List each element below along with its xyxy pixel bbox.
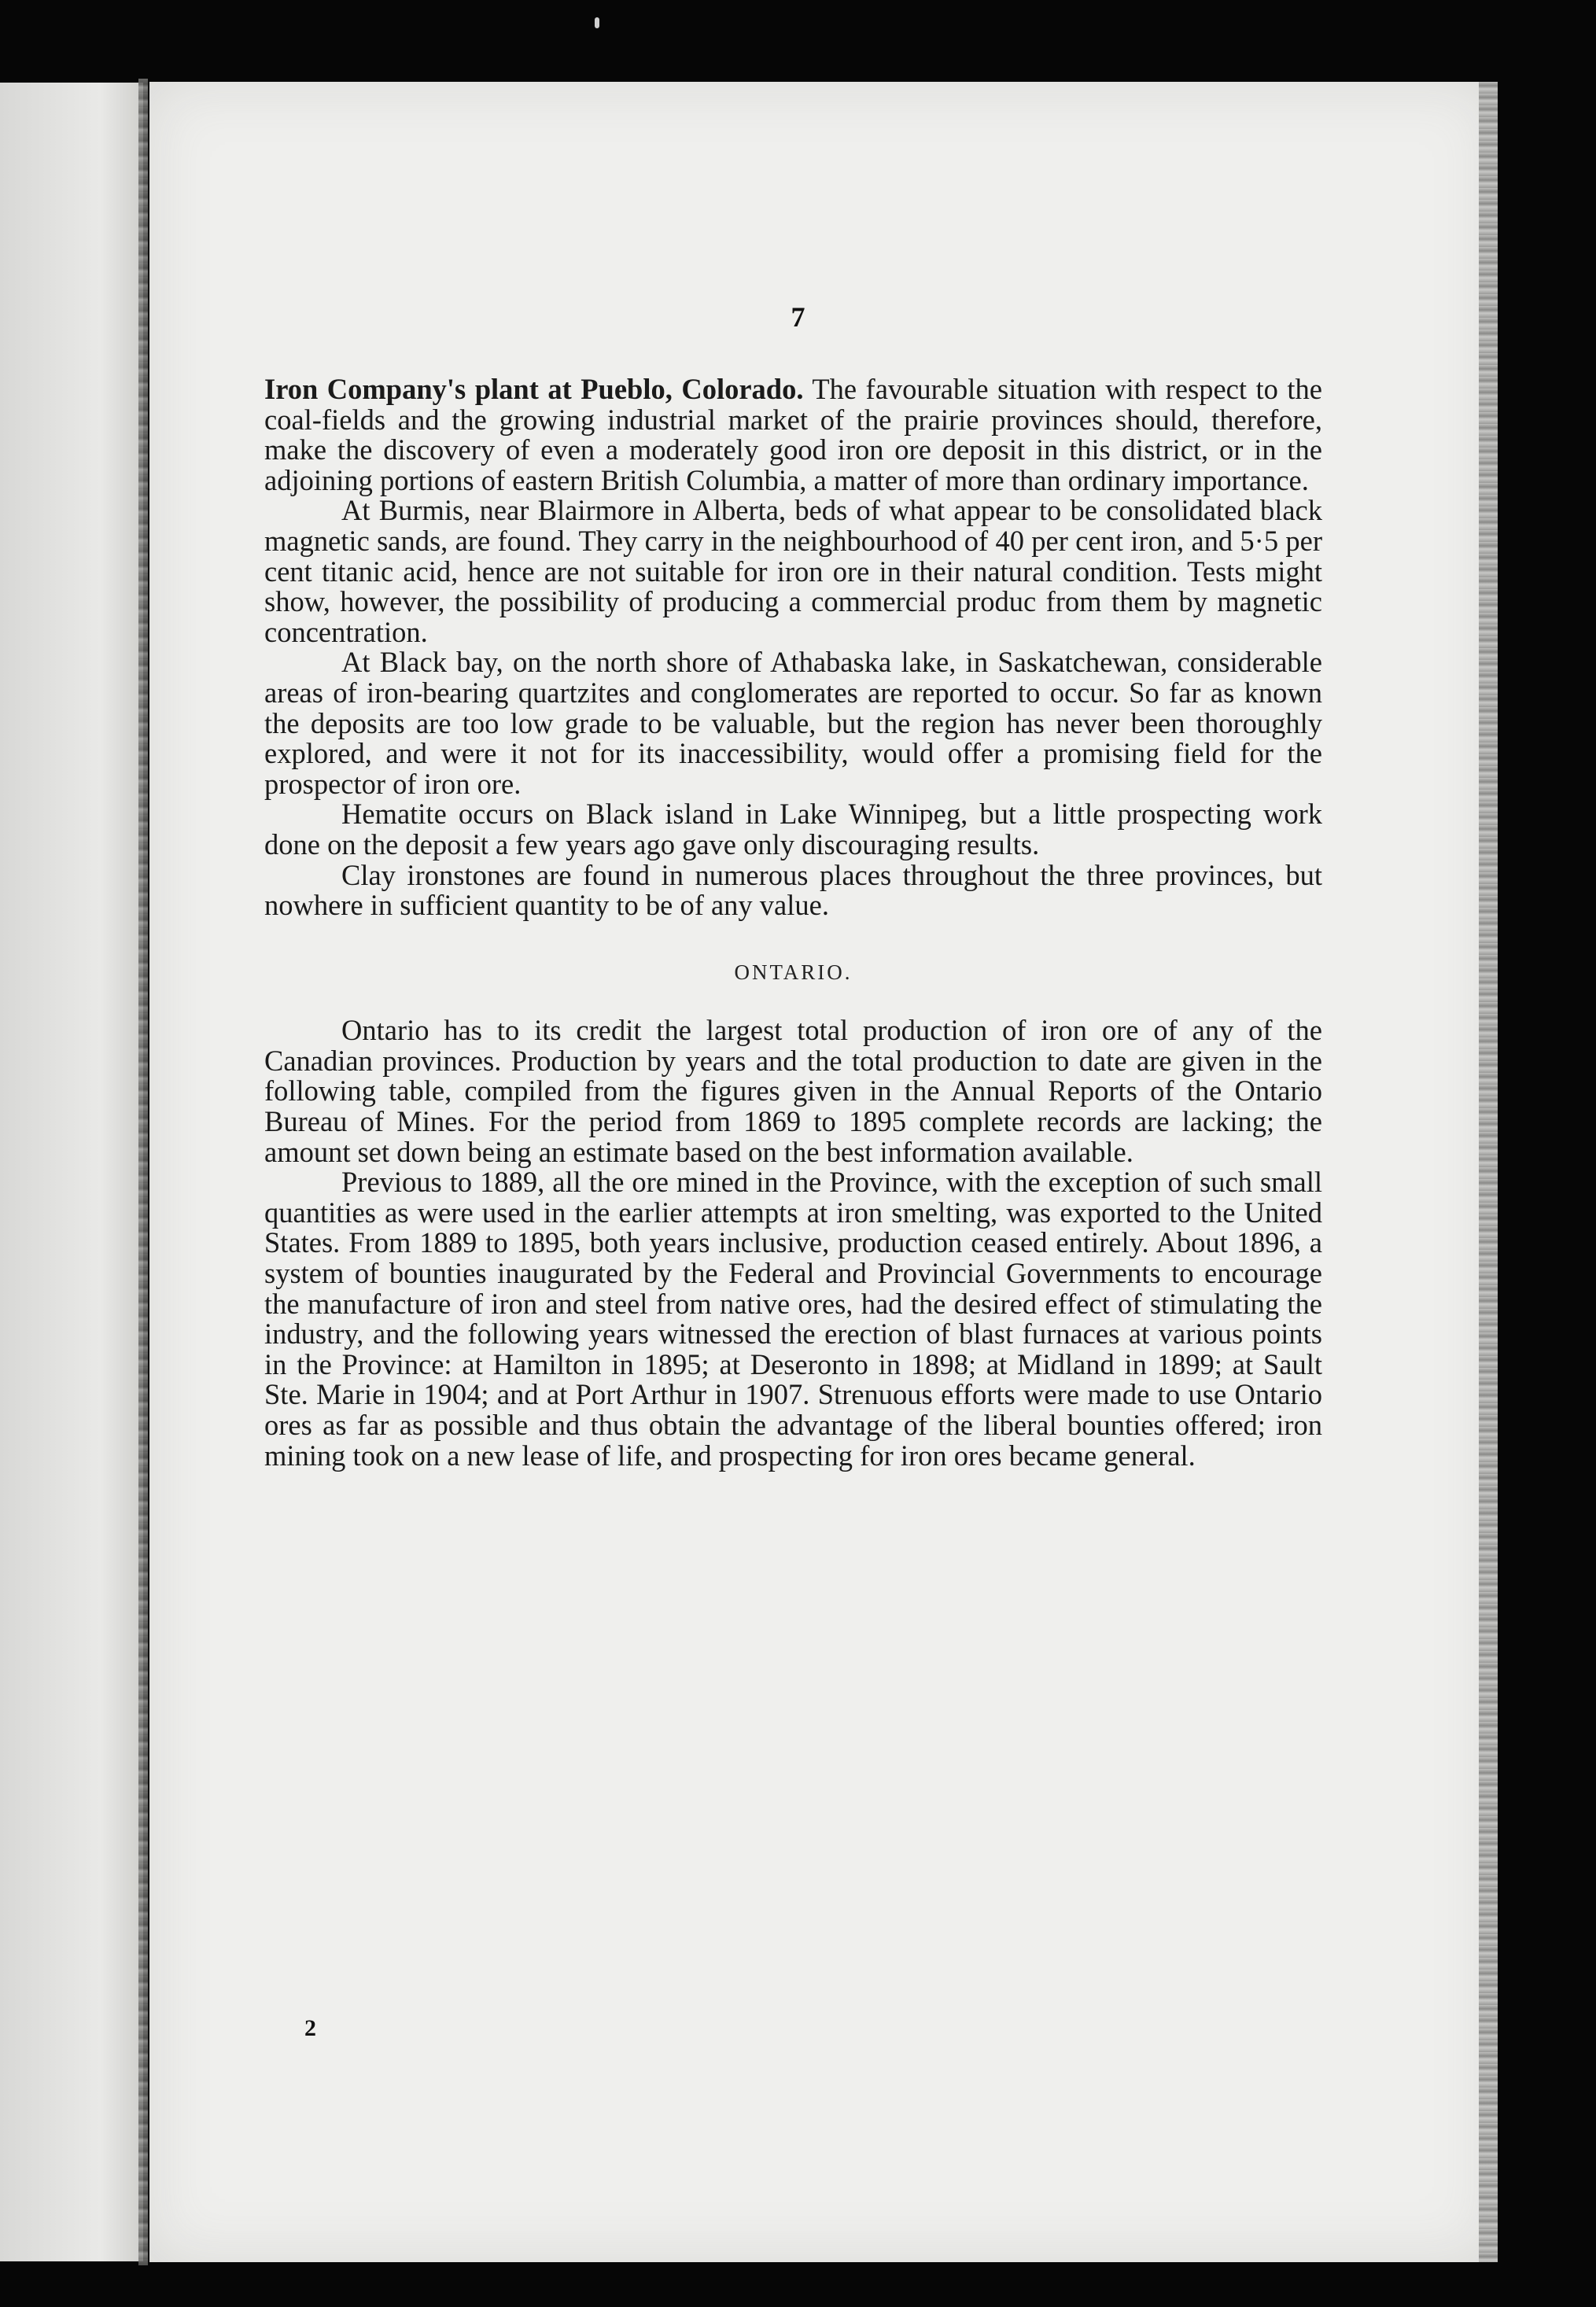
facing-page-edge (0, 83, 143, 2261)
paragraph-burmis: At Burmis, near Blairmore in Alberta, beds of what appear to be consolidated black magnetic sands, are found. They carry in the neighbourhood of 40 per cent iron, and 5·5 per cent titanic acid, hence are not suitable for iron ore in their natural condition. Tests might show, however, the possibility of producing a commercial produc from them by magnetic concentration. (264, 494, 1322, 648)
paragraph-text: The favourable situation with respect to the coal-fields and the growing industrial market of the prairie provinces should, therefore, make the discovery of even a moderately good iron ore deposit in this district, or in the adjoining portions of eastern British Columbia, a matter of more than ordinary importance. (264, 373, 1322, 496)
paragraph-hematite: Hematite occurs on Black island in Lake Winnipeg, but a little prospecting work done on the deposit a few years ago gave only discouraging results. (264, 798, 1322, 861)
page-number: 7 (791, 301, 805, 333)
signature-mark: 2 (304, 2015, 316, 2041)
paragraph-continuation (264, 374, 1322, 496)
page-stack-edge (1479, 82, 1498, 2262)
paragraph-black-bay: At Black bay, on the north shore of Athabaska lake, in Saskatchewan, considerable areas of iron-bearing quartzites and conglomerates are reported to occur. So far as known the deposits are too low grade to be valuable, but the region has never been thoroughly explored, and were it not for its inaccessibility, would offer a promising field for the prospector of iron ore. (264, 646, 1322, 800)
scan-speck (595, 17, 599, 28)
paragraph-lead: Iron Company's plant at Pueblo, Colorado. (264, 373, 804, 405)
paragraph-ontario-production: Ontario has to its credit the largest total production of iron ore of any of the Canadian provinces. Production by years and the total production to date are given in the following table, compiled from the figures given in the Annual Reports of the Ontario Bureau of Mines. For the period from 1869 to 1895 complete records are lacking; the amount set down being an estimate based on the best information available. (264, 1014, 1322, 1168)
binding-gutter (138, 79, 148, 2265)
section-heading-ontario: ONTARIO. (734, 960, 853, 984)
body-text (264, 374, 1322, 1471)
paragraph-clay-ironstones: Clay ironstones are found in numerous places throughout the three provinces, but nowhere in sufficient quantity to be of any value. (264, 858, 1322, 922)
paragraph-ontario-history: Previous to 1889, all the ore mined in the Province, with the exception of such small quantities as were used in the earlier attempts at iron smelting, was exported to the United States. From 1889 to 1895, both years inclusive, production ceased entirely. About 1896, a system of bounties inaugurated by the Federal and Provincial Governments to encourage the manufacture of iron and steel from native ores, had the desired effect of stimulating the industry, and the following years witnessed the erection of blast furnaces at various points in the Province: at Hamilton in 1895; at Deseronto in 1898; at Midland in 1899; at Sault Ste. Marie in 1904; and at Port Arthur in 1907. Strenuous efforts were made to use Ontario ores as far as possible and thus obtain the advantage of the liberal bounties offered; iron mining took on a new lease of life, and prospecting for iron ores became general. (264, 1166, 1322, 1472)
